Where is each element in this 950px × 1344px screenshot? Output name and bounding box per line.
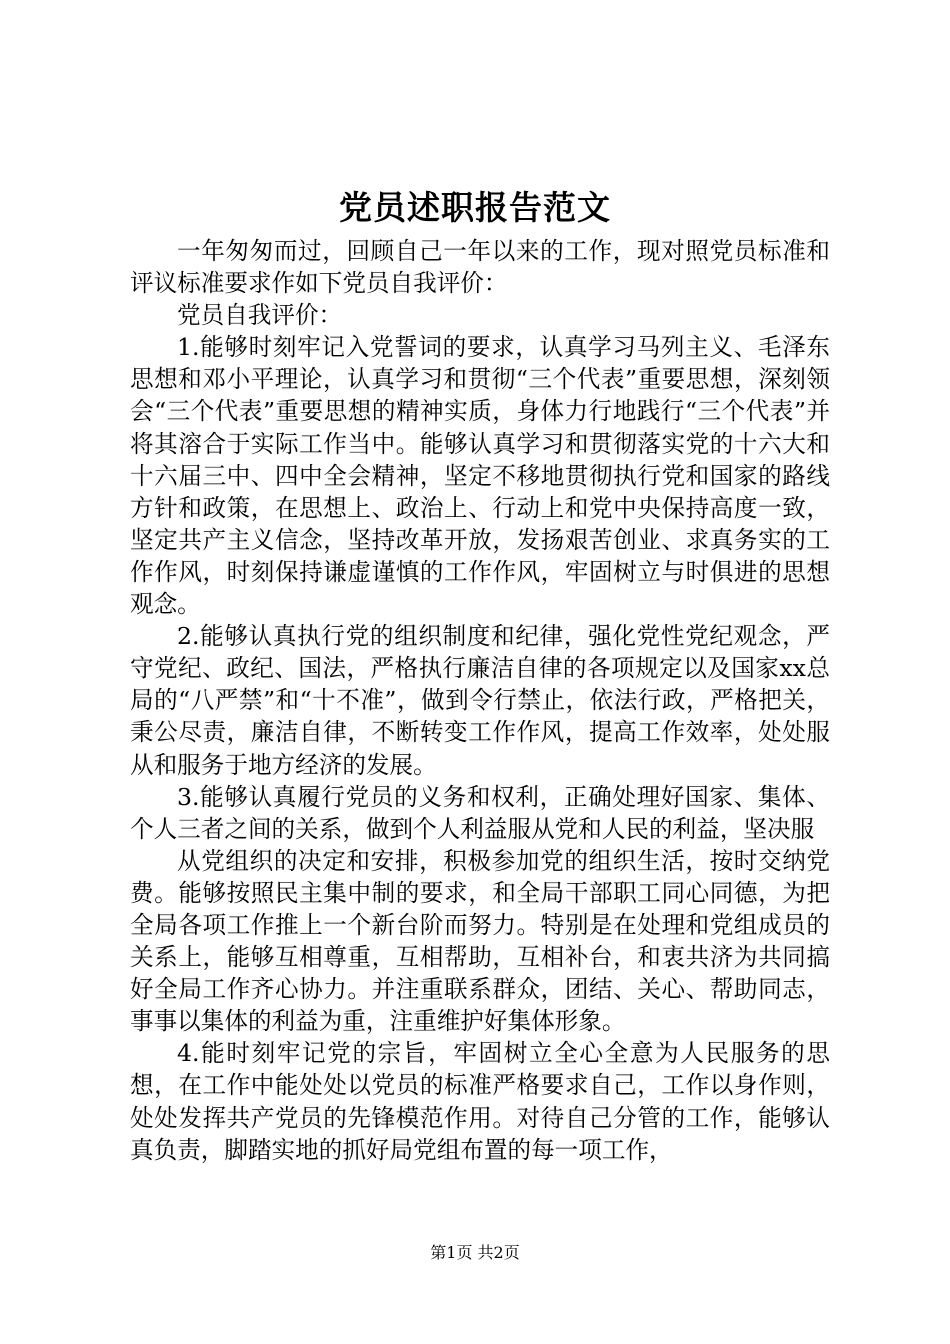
paragraph-item-3-continued: 从党组织的决定和安排，积极参加党的组织生活，按时交纳党费。能够按照民主集中制的要求，和全局干部职工同心同德，为把全局各项工作推上一个新台阶而努力。特别是在处理和党组成员的关系上，能够互相尊重，互相帮助，互相补台，和衷共济为共同搞好全局工作齐心协力。并注重联系群众，团结、关心、帮助同志，事事以集体的利益为重，注重维护好集体形象。 (130, 846, 830, 1036)
paragraph-intro: 一年匆匆而过，回顾自己一年以来的工作，现对照党员标准和评议标准要求作如下党员自我评价： (130, 237, 830, 298)
document-body (130, 235, 830, 1166)
paragraph-item-3: 3.能够认真履行党员的义务和权利，正确处理好国家、集体、个人三者之间的关系，做到个人利益服从党和人民的利益，坚决服 (130, 782, 830, 843)
document-title: 党员述职报告范文 (339, 188, 611, 227)
paragraph-heading-self-evaluation: 党员自我评价： (177, 301, 343, 330)
paragraph-item-4: 4.能时刻牢记党的宗旨，牢固树立全心全意为人民服务的思想，在工作中能处处以党员的标准严格要求自己，工作以身作则，处处发挥共产党员的先锋模范作用。对待自己分管的工作，能够认真负责，脚踏实地的抓好局党组布置的每一项工作， (130, 1039, 830, 1164)
page-number-footer: 第1页 共2页 (430, 1243, 520, 1262)
paragraph-item-1: 1.能够时刻牢记入党誓词的要求，认真学习马列主义、毛泽东思想和邓小平理论，认真学习和贯彻“三个代表”重要思想，深刻领会“三个代表”重要思想的精神实质，身体力行地践行“三个代表”并将其溶合于实际工作当中。能够认真学习和贯彻落实党的十六大和十六届三中、四中全会精神，坚定不移地贯彻执行党和国家的路线方针和政策，在思想上、政治上、行动上和党中央保持高度一致，坚定共产主义信念，坚持改革开放，发扬艰苦创业、求真务实的工作作风，时刻保持谦虚谨慎的工作作风，牢固树立与时俱进的思想观念。 (130, 333, 830, 619)
paragraph-item-2: 2.能够认真执行党的组织制度和纪律，强化党性党纪观念，严守党纪、政纪、国法，严格执行廉洁自律的各项规定以及国家xx总局的“八严禁”和“十不准”，做到令行禁止，依法行政，严格把关，秉公尽责，廉洁自律，不断转变工作作风，提高工作效率，处处服从和服务于地方经济的发展。 (130, 622, 830, 779)
